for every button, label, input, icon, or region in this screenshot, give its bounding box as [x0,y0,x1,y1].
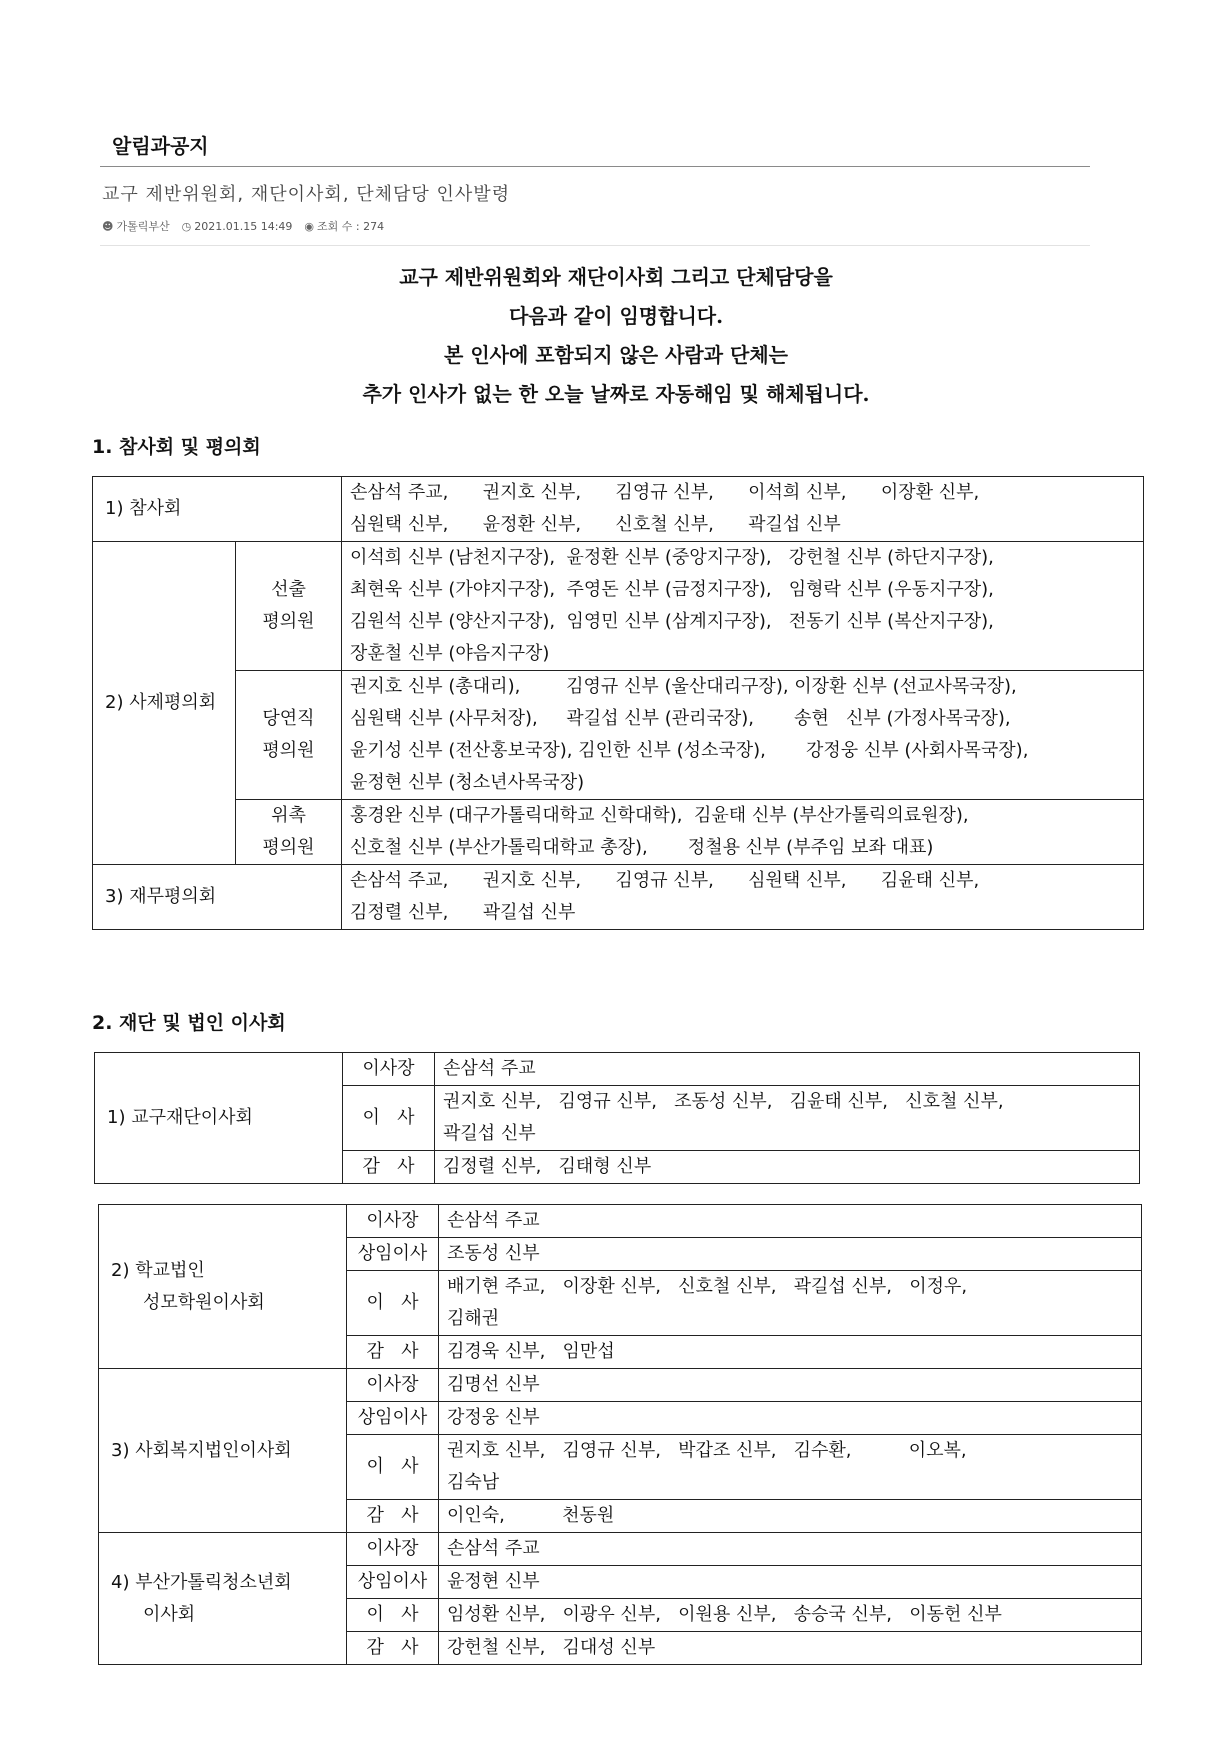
role-label: 상임이사 [347,1566,439,1599]
meta-divider [100,245,1090,246]
table-row [93,800,1144,865]
role-label: 이 사 [343,1086,435,1151]
role-members: 손삼석 주교 [435,1053,1140,1086]
role-label: 이 사 [347,1271,439,1336]
table-row [93,671,1144,800]
role-label: 감 사 [347,1336,439,1369]
role-label: 이사장 [347,1205,439,1238]
role-members: 손삼석 주교 [439,1205,1142,1238]
role-members: 윤정현 신부 [439,1566,1142,1599]
role-members: 김명선 신부 [439,1369,1142,1402]
role-label: 이 사 [347,1435,439,1500]
table-row [93,865,1144,930]
board-title: 알림과공지 [112,134,209,158]
board-label: 3) 사회복지법인이사회 [99,1369,347,1533]
table-row [93,542,1144,671]
date-info [182,220,293,233]
row-members: 홍경완 신부 (대구가톨릭대학교 신학대학), 김윤태 신부 (부산가톨릭의료원장), 신호철 신부 (부산가톨릭대학교 총장), 정철용 신부 (부주임 보좌 대표) [342,800,1144,865]
sub-label: 위촉 평의원 [236,800,342,865]
clock-icon: ◷ [181,219,192,233]
sub-label: 당연직 평의원 [236,671,342,800]
diocesan-board-table [94,1052,1140,1184]
header-divider [100,166,1090,167]
section-heading-councils: 1. 참사회 및 평의회 [92,436,261,458]
row-members: 권지호 신부 (총대리), 김영규 신부 (울산대리구장), 이장환 신부 (선교사목국장), 심원택 신부 (사무처장), 곽길섭 신부 (관리국장), 송현 신부 (가정사목국장), 윤기성 신부 (전산홍보국장), 김인한 신부 (성소국장), 강정웅 신부 (사회사목국장), 윤정현 신부 (청소년사목국장) [342,671,1144,800]
role-label: 이 사 [347,1599,439,1632]
table-row [99,1369,1142,1402]
role-label: 이사장 [347,1533,439,1566]
councils-table [92,476,1144,930]
notice-line: 다음과 같이 임명합니다. [508,304,724,328]
author-info[interactable] [102,218,170,234]
role-members: 배기현 주교, 이장환 신부, 신호철 신부, 곽길섭 신부, 이정우, 김해권 [439,1271,1142,1336]
person-icon: ☻ [102,219,114,233]
post-title: 교구 제반위원회, 재단이사회, 단체담당 인사발령 [102,184,511,205]
role-members: 조동성 신부 [439,1238,1142,1271]
notice-line: 추가 인사가 없는 한 오늘 날짜로 자동해임 및 해체됩니다. [362,382,870,406]
role-members: 이인숙, 천동원 [439,1500,1142,1533]
role-members: 강정웅 신부 [439,1402,1142,1435]
views-info [304,218,384,234]
post-meta [102,218,384,234]
table-row [99,1533,1142,1566]
role-label: 이사장 [343,1053,435,1086]
row-label: 3) 재무평의회 [93,865,342,930]
role-members: 권지호 신부, 김영규 신부, 조동성 신부, 김윤태 신부, 신호철 신부, 곽길섭 신부 [435,1086,1140,1151]
board-label: 1) 교구재단이사회 [95,1053,343,1184]
role-members: 김정렬 신부, 김태형 신부 [435,1151,1140,1184]
board-label: 4) 부산가톨릭청소년회 이사회 [99,1533,347,1665]
role-label: 감 사 [347,1632,439,1665]
notice-line: 교구 제반위원회와 재단이사회 그리고 단체담당을 [399,265,833,289]
role-label: 이사장 [347,1369,439,1402]
table-row [93,477,1144,542]
role-members: 강헌철 신부, 김대성 신부 [439,1632,1142,1665]
section-heading-boards: 2. 재단 및 법인 이사회 [92,1012,286,1034]
eye-icon: ◉ [304,219,315,233]
row-members: 손삼석 주교, 권지호 신부, 김영규 신부, 이석희 신부, 이장환 신부, 심원택 신부, 윤정환 신부, 신호철 신부, 곽길섭 신부 [342,477,1144,542]
role-label: 감 사 [347,1500,439,1533]
notice-text [0,258,1232,414]
role-members: 손삼석 주교 [439,1533,1142,1566]
notice-line: 본 인사에 포함되지 않은 사람과 단체는 [444,343,788,367]
role-members: 권지호 신부, 김영규 신부, 박갑조 신부, 김수환, 이오복, 김숙남 [439,1435,1142,1500]
role-members: 김경욱 신부, 임만섭 [439,1336,1142,1369]
role-label: 감 사 [343,1151,435,1184]
board-label: 2) 학교법인 성모학원이사회 [99,1205,347,1369]
sub-label: 선출 평의원 [236,542,342,671]
row-label: 2) 사제평의회 [93,542,236,865]
role-label: 상임이사 [347,1238,439,1271]
corporate-boards-table [98,1204,1142,1665]
row-members: 이석희 신부 (남천지구장), 윤정환 신부 (중앙지구장), 강헌철 신부 (하단지구장), 최현욱 신부 (가야지구장), 주영돈 신부 (금정지구장), 임형락 신부 (우동지구장), 김원석 신부 (양산지구장), 임영민 신부 (삼계지구장), 전동기 신부 (복산지구장), 장훈철 신부 (야음지구장) [342,542,1144,671]
role-members: 임성환 신부, 이광우 신부, 이원용 신부, 송승국 신부, 이동헌 신부 [439,1599,1142,1632]
author-name: 가톨릭부산 [116,220,170,233]
table-row [95,1053,1140,1086]
row-members: 손삼석 주교, 권지호 신부, 김영규 신부, 심원택 신부, 김윤태 신부, 김정렬 신부, 곽길섭 신부 [342,865,1144,930]
role-label: 상임이사 [347,1402,439,1435]
row-label: 1) 참사회 [93,477,342,542]
view-count: 조회 수 : 274 [317,220,385,233]
table-row [99,1205,1142,1238]
post-datetime: 2021.01.15 14:49 [194,219,293,233]
